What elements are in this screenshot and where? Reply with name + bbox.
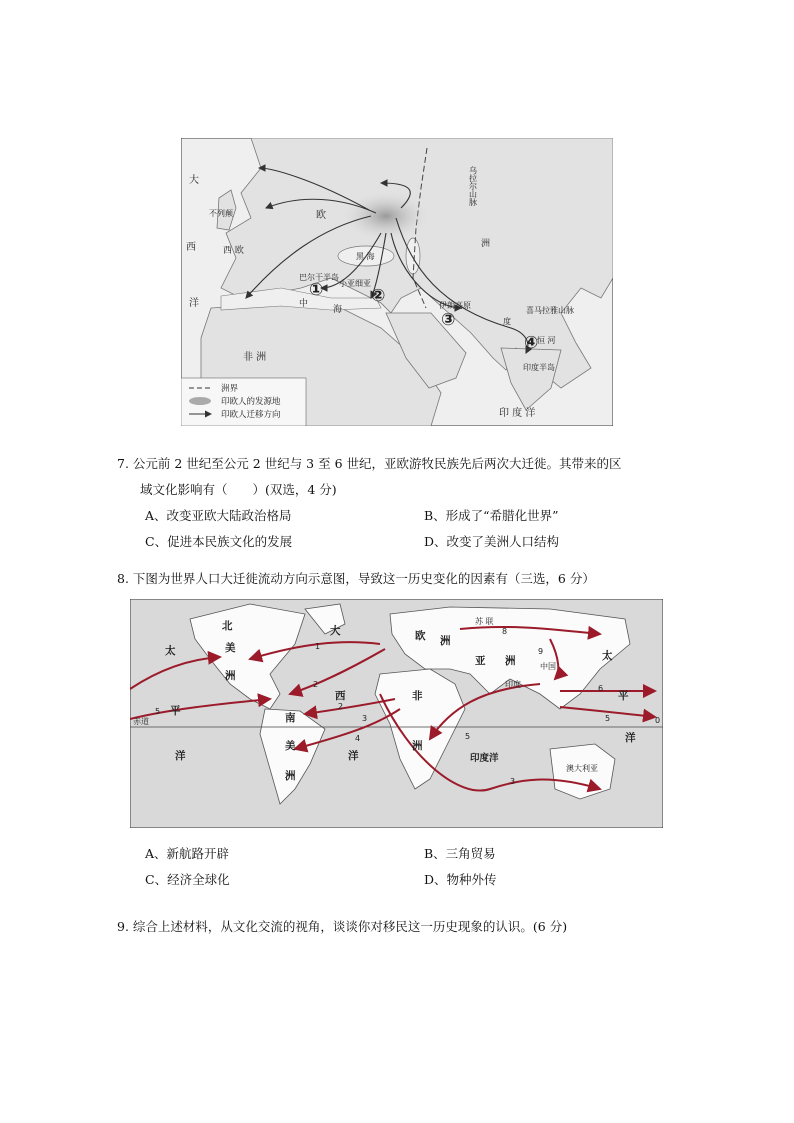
q8-option-c[interactable]: C、经济全球化 [145, 872, 230, 887]
route-number: 1 [315, 642, 321, 651]
route-number: 4 [355, 734, 361, 743]
label-soviet: 苏 联 [475, 617, 494, 626]
label-europe: 欧 [316, 210, 326, 221]
label-pacific-east-b: 平 [618, 690, 629, 702]
marker-2: ② [371, 286, 386, 306]
label-africa-b: 洲 [412, 740, 423, 752]
label-mediterranean-a: 中 [299, 299, 309, 309]
route-number: 6 [598, 684, 604, 693]
label-equator: 赤道 [133, 717, 149, 726]
q9-stem: 9. 综合上述材料，从文化交流的视角，谈谈你对移民这一历史现象的认识。(6 分) [117, 919, 568, 934]
label-north-america-c: 洲 [225, 670, 236, 682]
label-south-america-a: 南 [285, 712, 296, 724]
q7-stem-line2: 域文化影响有（ ）(双选，4 分) [140, 482, 337, 497]
route-number: 2 [313, 680, 319, 689]
label-ganges: 恒 河 [537, 336, 556, 345]
legend-direction: 印欧人迁移方向 [221, 410, 281, 420]
q7-stem-line1: 7. 公元前 2 世纪至公元 2 世纪与 3 至 6 世纪，亚欧游牧民族先后两次大迁徙。其带来的区 [117, 456, 622, 471]
marker-4: ④ [524, 333, 539, 353]
label-north-america-b: 美 [225, 642, 236, 654]
label-europe-a: 欧 [415, 630, 426, 642]
label-zero: 0 [655, 716, 661, 725]
world-migration-map [130, 599, 663, 828]
marker-1: ① [309, 280, 324, 300]
label-atlantic-b: 西 [186, 242, 196, 253]
q7-option-b[interactable]: B、形成了“希腊化世界” [424, 508, 559, 523]
label-ural: 乌拉尔山脉 [468, 166, 478, 206]
label-pacific-b: 平 [170, 705, 181, 717]
route-number: 5 [605, 714, 611, 723]
label-himalaya: 喜马拉雅山脉 [526, 306, 574, 315]
label-atlantic-b: 西 [335, 690, 346, 702]
label-south-america-b: 美 [285, 740, 296, 752]
label-iran: 伊朗高原 [439, 301, 471, 310]
route-number: 2 [338, 702, 344, 711]
marker-3: ③ [441, 310, 456, 330]
indo-european-migration-map [181, 138, 613, 426]
q7-option-a[interactable]: A、改变亚欧大陆政治格局 [145, 508, 292, 523]
legend-origin: 印欧人的发源地 [221, 397, 281, 407]
label-mediterranean-b: 海 [333, 305, 343, 315]
label-atlantic-c: 洋 [348, 750, 359, 762]
label-pacific-east-c: 洋 [625, 732, 636, 744]
label-china: 中国 [540, 662, 556, 671]
label-atlantic-c: 洋 [189, 298, 199, 309]
q8-option-a[interactable]: A、新航路开辟 [145, 846, 230, 861]
label-india: 印度 [505, 680, 521, 689]
label-pacific-a: 太 [165, 645, 176, 657]
route-number: 5 [155, 707, 161, 716]
label-asia-b: 洲 [505, 655, 516, 667]
label-africa: 非 洲 [243, 352, 267, 363]
label-indus: 度 [503, 317, 511, 326]
label-europe-b: 洲 [440, 635, 451, 647]
label-india-peninsula: 印度半岛 [523, 363, 555, 372]
label-pacific-east-a: 太 [602, 650, 613, 662]
label-asia-zhou: 洲 [481, 239, 491, 249]
label-atlantic-a: 大 [189, 175, 199, 186]
q7-option-d[interactable]: D、改变了美洲人口结构 [424, 534, 560, 549]
label-africa-a: 非 [412, 690, 423, 702]
q8-stem: 8. 下图为世界人口大迁徙流动方向示意图，导致这一历史变化的因素有（三选，6 分） [117, 571, 595, 586]
label-britain: 不列颠 [209, 209, 233, 218]
route-number: 5 [465, 732, 471, 741]
label-pacific-c: 洋 [175, 750, 186, 762]
label-north-america-a: 北 [222, 620, 233, 632]
label-atlantic-a: 大 [330, 625, 341, 637]
route-number: 8 [502, 627, 508, 636]
label-west-europe: 西 欧 [223, 246, 244, 256]
map-legend [181, 378, 306, 426]
label-asia-minor: 小亚细亚 [339, 279, 371, 288]
caspian-sea [406, 238, 420, 274]
label-black-sea: 黑 海 [356, 252, 375, 261]
q7-option-c[interactable]: C、促进本民族文化的发展 [145, 534, 293, 549]
origin-area [344, 192, 428, 240]
label-indian-ocean: 印 度 洋 [499, 408, 536, 419]
label-asia-a: 亚 [475, 655, 486, 667]
route-number: 9 [538, 647, 544, 656]
label-balkan: 巴尔干半岛 [299, 273, 339, 282]
label-indian-ocean: 印度洋 [470, 753, 499, 764]
legend-boundary: 洲界 [221, 384, 239, 394]
q8-option-d[interactable]: D、物种外传 [424, 872, 497, 887]
label-south-america-c: 洲 [285, 770, 296, 782]
route-number: 3 [510, 777, 516, 786]
label-australia: 澳大利亚 [566, 764, 598, 773]
route-number: 3 [362, 714, 368, 723]
q8-option-b[interactable]: B、三角贸易 [424, 846, 496, 861]
